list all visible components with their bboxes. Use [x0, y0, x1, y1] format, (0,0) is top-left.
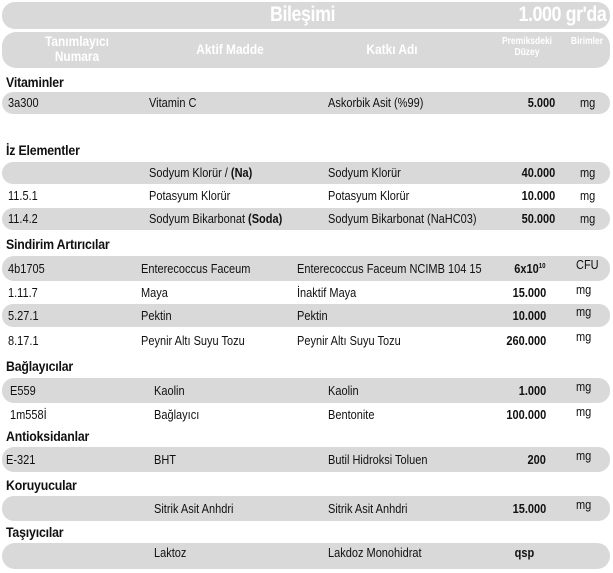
cell-value: 1.000: [518, 383, 546, 398]
cell-unit: mg: [580, 96, 596, 110]
cell-aktif: Laktoz: [154, 546, 187, 561]
column-header-aktif: Aktif Madde: [196, 41, 264, 57]
cell-aktif: Bağlayıcı: [154, 408, 200, 422]
cell-aktif: Vitamin C: [149, 96, 197, 110]
cell-id: 3a300: [8, 96, 39, 110]
table-header: [2, 32, 610, 68]
section-title: Antioksidanlar: [6, 428, 90, 444]
cell-aktif-text: Sodyum Bikarbonat: [149, 212, 249, 226]
cell-katki: Sodyum Klorür: [328, 166, 401, 180]
cell-id: E559: [10, 383, 36, 398]
cell-aktif: Sitrik Asit Anhdri: [154, 501, 234, 516]
cell-aktif: Maya: [141, 286, 168, 300]
cell-unit: mg: [576, 330, 592, 345]
cell-aktif: BHT: [154, 452, 176, 467]
cell-katki: Peynir Altı Suyu Tozu: [297, 333, 401, 348]
cell-katki: Enterecoccus Faceum NCIMB 104 15: [297, 261, 482, 276]
cell-unit: mg: [576, 379, 592, 394]
cell-id: 11.4.2: [8, 212, 38, 226]
table-row: [2, 256, 610, 281]
cell-unit: mg: [576, 448, 592, 463]
column-header-id: Tanımlayıcı Numara: [45, 33, 109, 64]
composition-banner: [2, 2, 610, 29]
column-header-birim: Birimler: [570, 36, 604, 47]
cell-unit: mg: [580, 189, 596, 203]
cell-id: 8.17.1: [8, 333, 39, 348]
table-row: [2, 304, 610, 327]
cell-value: [515, 262, 546, 276]
table-row: [2, 162, 610, 184]
cell-id: 1.11.7: [8, 286, 38, 300]
cell-aktif: Enterecoccus Faceum: [141, 261, 251, 276]
cell-value: 100.000: [506, 408, 546, 422]
cell-unit: CFU: [576, 257, 599, 272]
cell-katki: Pektin: [297, 308, 328, 323]
cell-aktif: [149, 212, 282, 226]
cell-aktif: [149, 166, 252, 180]
section-title: Vitaminler: [6, 74, 64, 90]
cell-value: 50.000: [521, 212, 555, 226]
cell-katki: Potasyum Klorür: [328, 189, 410, 203]
cell-katki: Askorbik Asit (%99): [328, 96, 424, 110]
section-title: İz Elementler: [6, 142, 80, 158]
section-title: Bağlayıcılar: [6, 358, 74, 374]
cell-value: 200: [527, 452, 546, 467]
cell-unit: mg: [576, 497, 592, 512]
cell-value: 260.000: [506, 333, 546, 348]
cell-katki: Sitrik Asit Anhdri: [328, 501, 408, 516]
table-row: [2, 405, 610, 425]
table-row: [2, 208, 610, 230]
cell-unit: mg: [580, 166, 596, 180]
cell-id: 11.5.1: [8, 189, 38, 203]
banner-title: Bileşimi: [270, 3, 336, 26]
cell-unit: mg: [576, 405, 592, 419]
cell-aktif: Pektin: [141, 308, 172, 323]
table-row: [2, 92, 610, 114]
section-title: Taşıyıcılar: [6, 524, 64, 540]
table-row: [2, 330, 610, 351]
cell-value-base: 6x10: [514, 261, 540, 276]
cell-katki: İnaktif Maya: [297, 286, 357, 300]
cell-value: 5.000: [527, 96, 555, 110]
cell-unit: mg: [580, 212, 596, 226]
cell-aktif-bold: (Soda): [248, 212, 283, 226]
cell-value: 10.000: [521, 189, 555, 203]
table-row: [2, 185, 610, 207]
cell-value: 40.000: [521, 166, 555, 180]
cell-katki: Sodyum Bikarbonat (NaHC03): [328, 212, 477, 226]
section-title: Koruyucular: [6, 477, 77, 493]
cell-katki: Lakdoz Monohidrat: [328, 546, 422, 561]
cell-unit: mg: [576, 283, 592, 297]
table-row: [2, 283, 610, 303]
cell-aktif: Potasyum Klorür: [149, 189, 231, 203]
cell-id: 4b1705: [8, 261, 45, 276]
cell-aktif-bold: (Na): [230, 166, 253, 180]
column-header-premiks: Premiksdeki Düzey: [501, 36, 553, 58]
cell-id: 5.27.1: [8, 308, 39, 323]
table-row: [2, 447, 610, 472]
cell-aktif-text: Sodyum Klorür /: [149, 166, 231, 180]
cell-katki: Butil Hidroksi Toluen: [328, 452, 428, 467]
cell-value-exponent: 10: [539, 262, 546, 270]
section-title: Sindirim Artırıcılar: [6, 236, 110, 252]
table-row: [2, 543, 610, 569]
table-row: [2, 496, 610, 521]
cell-katki: Bentonite: [328, 408, 375, 422]
column-header-katki: Katkı Adı: [366, 41, 418, 57]
cell-aktif: Kaolin: [154, 383, 185, 398]
cell-value: 15.000: [512, 286, 546, 300]
cell-aktif: Peynir Altı Suyu Tozu: [141, 333, 245, 348]
cell-id: 1m558İ: [10, 408, 47, 422]
table-row: [2, 378, 610, 403]
cell-katki: Kaolin: [328, 383, 359, 398]
cell-value: qsp: [514, 546, 534, 561]
cell-id: E-321: [6, 452, 36, 467]
cell-value: 15.000: [512, 501, 546, 516]
banner-basis: 1.000 gr'da: [518, 3, 606, 26]
cell-unit: mg: [576, 305, 592, 320]
cell-value: 10.000: [512, 308, 546, 323]
